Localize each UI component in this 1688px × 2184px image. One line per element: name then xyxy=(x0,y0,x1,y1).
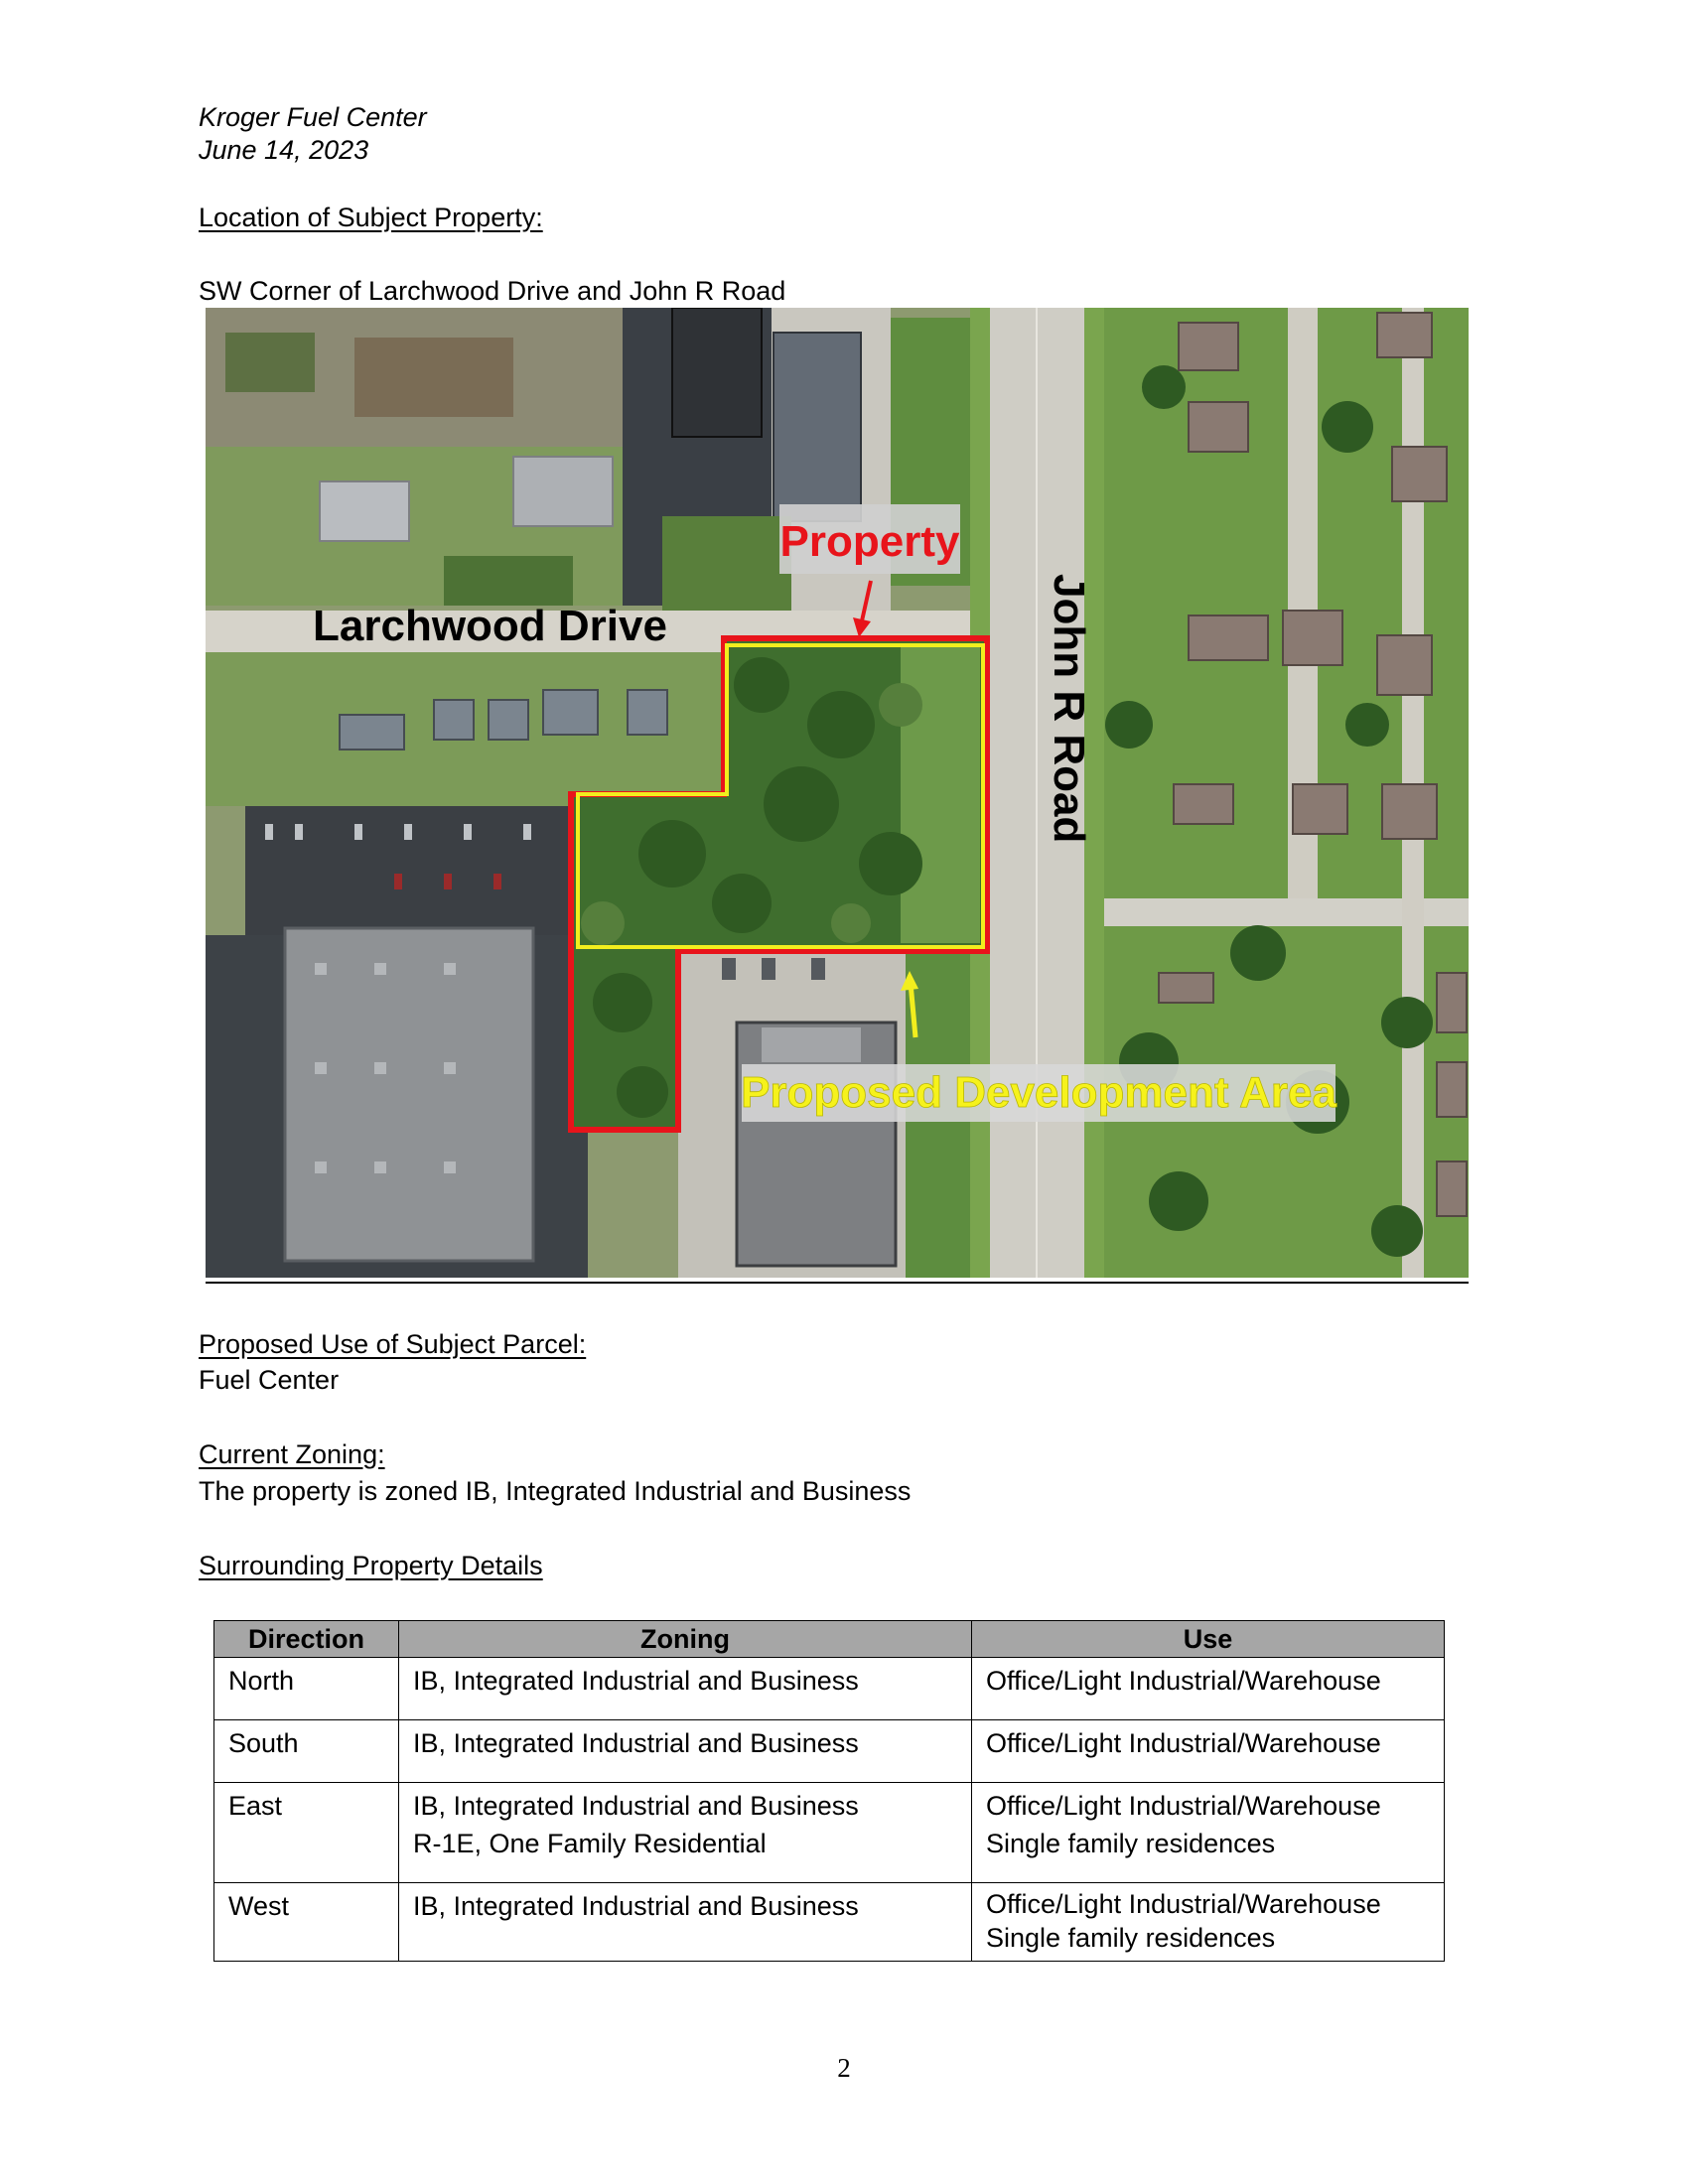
direction-cell xyxy=(214,1883,399,1962)
direction-cell xyxy=(214,1783,399,1883)
zoning-value: IB, Integrated Industrial and Business xyxy=(413,1666,859,1696)
use-cell xyxy=(972,1883,1445,1962)
table-row xyxy=(214,1658,1445,1720)
location-heading: Location of Subject Property: xyxy=(199,203,543,232)
zoning-value: IB, Integrated Industrial and Business xyxy=(413,1891,859,1921)
direction-value: South xyxy=(228,1728,299,1758)
proposed-use-text: Fuel Center xyxy=(199,1365,340,1395)
zoning-cell xyxy=(399,1658,972,1720)
page-number: 2 xyxy=(837,2053,851,2083)
table-row xyxy=(214,1783,1445,1883)
map-bottom-rule xyxy=(206,1282,1469,1284)
table-header-row xyxy=(214,1621,1445,1658)
direction-value: West xyxy=(228,1891,290,1921)
map-label-john-r-road: John R Road xyxy=(1045,574,1093,844)
proposed-use-heading: Proposed Use of Subject Parcel: xyxy=(199,1329,587,1359)
zoning-value: IB, Integrated Industrial and Business xyxy=(413,1791,859,1821)
direction-cell xyxy=(214,1658,399,1720)
surrounding-property-table xyxy=(213,1620,1445,1962)
surrounding-heading: Surrounding Property Details xyxy=(199,1551,543,1580)
use-value: Single family residences xyxy=(986,1923,1276,1953)
aerial-map xyxy=(206,308,1469,1278)
zoning-cell xyxy=(399,1783,972,1883)
zoning-cell xyxy=(399,1720,972,1783)
use-cell xyxy=(972,1783,1445,1883)
zoning-value: IB, Integrated Industrial and Business xyxy=(413,1728,859,1758)
use-value: Office/Light Industrial/Warehouse xyxy=(986,1728,1381,1758)
use-value: Office/Light Industrial/Warehouse xyxy=(986,1666,1381,1696)
column-header-zoning: Zoning xyxy=(399,1621,972,1658)
direction-cell xyxy=(214,1720,399,1783)
project-name: Kroger Fuel Center xyxy=(199,102,427,132)
column-header-use: Use xyxy=(972,1621,1445,1658)
zoning-value: R-1E, One Family Residential xyxy=(413,1829,767,1858)
use-value: Office/Light Industrial/Warehouse xyxy=(986,1889,1381,1919)
direction-value: East xyxy=(228,1791,283,1821)
direction-value: North xyxy=(228,1666,295,1696)
use-value: Office/Light Industrial/Warehouse xyxy=(986,1791,1381,1821)
map-label-proposed-development-area: Proposed Development Area xyxy=(741,1068,1336,1117)
location-text: SW Corner of Larchwood Drive and John R Road xyxy=(199,276,786,306)
table-row xyxy=(214,1883,1445,1962)
current-zoning-text: The property is zoned IB, Integrated Industrial and Business xyxy=(199,1476,912,1506)
use-value: Single family residences xyxy=(986,1829,1276,1858)
current-zoning-heading: Current Zoning: xyxy=(199,1439,385,1469)
map-label-larchwood-drive: Larchwood Drive xyxy=(313,602,667,650)
zoning-cell xyxy=(399,1883,972,1962)
column-header-direction: Direction xyxy=(214,1621,399,1658)
document-date: June 14, 2023 xyxy=(199,135,369,165)
use-cell xyxy=(972,1720,1445,1783)
use-cell xyxy=(972,1658,1445,1720)
map-label-property: Property xyxy=(779,517,960,566)
table-row xyxy=(214,1720,1445,1783)
